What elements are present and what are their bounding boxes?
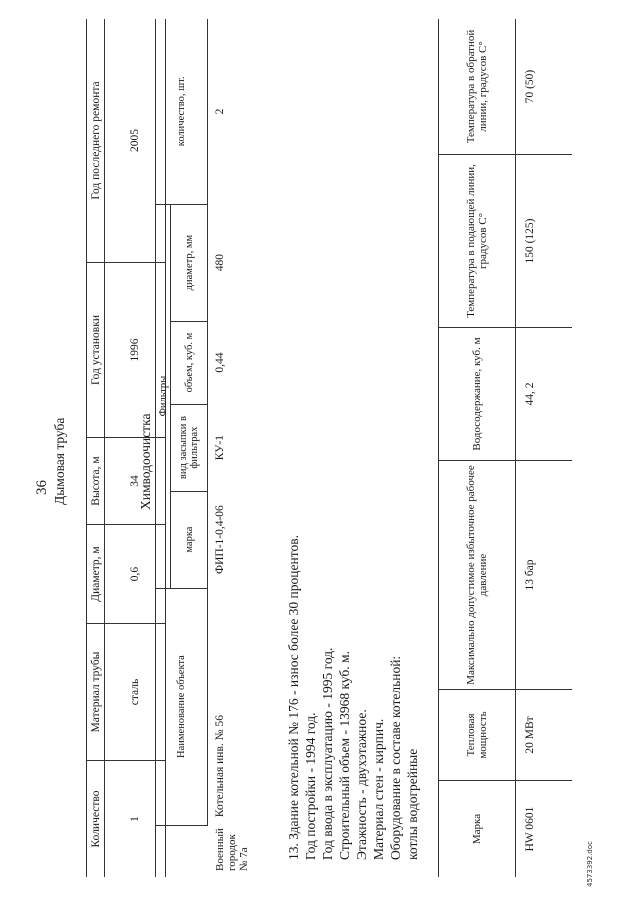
building-line: Год постройки - 1994 год. [303,712,318,860]
header-brand: Марка [439,781,516,878]
header-object-name: Наименование объекта [156,588,208,825]
header-return-temp: Температура в обратной линии, градусов С° [439,19,516,155]
cell-pressure: 13 бар [516,461,573,690]
cell-fill-type: КУ-1 [214,435,226,461]
cell-brand: ФИП-1-0,4-06 [214,505,226,574]
header-diameter: Диаметр, м [87,525,105,624]
document-id: 4573392.doc [586,841,594,887]
building-line: 13. Здание котельной № 176 - износ более 30 процентов. [286,535,301,860]
cell-power: 20 МВт [516,690,573,781]
building-description [285,535,421,860]
page-number: 36 [34,480,50,495]
water-treatment-table [155,19,276,877]
header-volume: объем, куб. м [171,321,208,404]
header-power: Тепловая мощность [439,690,516,781]
water-treatment-title: Химводоочистка [138,413,153,510]
cell-diameter: 480 [214,253,226,272]
table-row [516,19,573,877]
building-line: котлы водогрейные [405,748,420,860]
boilers-table [438,19,572,877]
header-height: Высота, м [87,438,105,525]
chimney-title: Дымовая труба [52,417,67,505]
header-count: количество, шт. [156,19,208,204]
table-row [208,19,277,877]
cell-repair-year: 2005 [105,19,166,263]
building-line: Строительный объем - 13968 куб. м. [337,651,352,860]
cell-diameter: 0,6 [105,525,166,624]
building-line: Материал стен - кирпич. [371,718,386,860]
cell-install-year: 1996 [105,263,166,438]
water-header-row [156,19,171,877]
header-material: Материал трубы [87,624,105,761]
header-filters: Фильтры [156,204,171,588]
cell-supply-temp: 150 (125) [516,155,573,328]
header-quantity: Количество [87,761,105,878]
chimney-table [86,19,166,877]
header-install-year: Год установки [87,263,105,438]
header-water-content: Водосодержание, куб. м [439,328,516,461]
header-supply-temp: Температура в подающей линии, градусов С° [439,155,516,328]
header-brand: марка [171,491,208,588]
cell-water-content: 44, 2 [516,328,573,461]
cell-brand: HW 0601 [524,806,536,852]
cell-count: 2 [214,108,226,115]
boilers-header-row [439,19,516,877]
chimney-header-row [87,19,105,877]
cell-quantity: 1 [129,816,141,822]
header-pressure: Максимально допустимое избыточное рабочее давление [439,461,516,690]
cell-return-temp: 70 (50) [516,19,573,155]
header-repair-year: Год последнего ремонта [87,19,105,263]
cell-height: 34 [105,438,166,525]
cell-material: сталь [105,624,166,761]
cell-volume: 0,44 [214,352,226,373]
cell-object: Котельная инв. № 56 [214,715,226,818]
building-line: Год ввода в эксплуатацию - 1995 год. [320,647,335,860]
header-diameter-mm: диаметр, мм [171,204,208,321]
building-line: Оборудование в составе котельной: [388,655,403,860]
building-line: Этажность - двухэтажное. [354,709,369,860]
cell-location: Военный городок № 7а [213,828,250,871]
header-fill-type: вид засыпки в фильтрах [171,404,208,491]
